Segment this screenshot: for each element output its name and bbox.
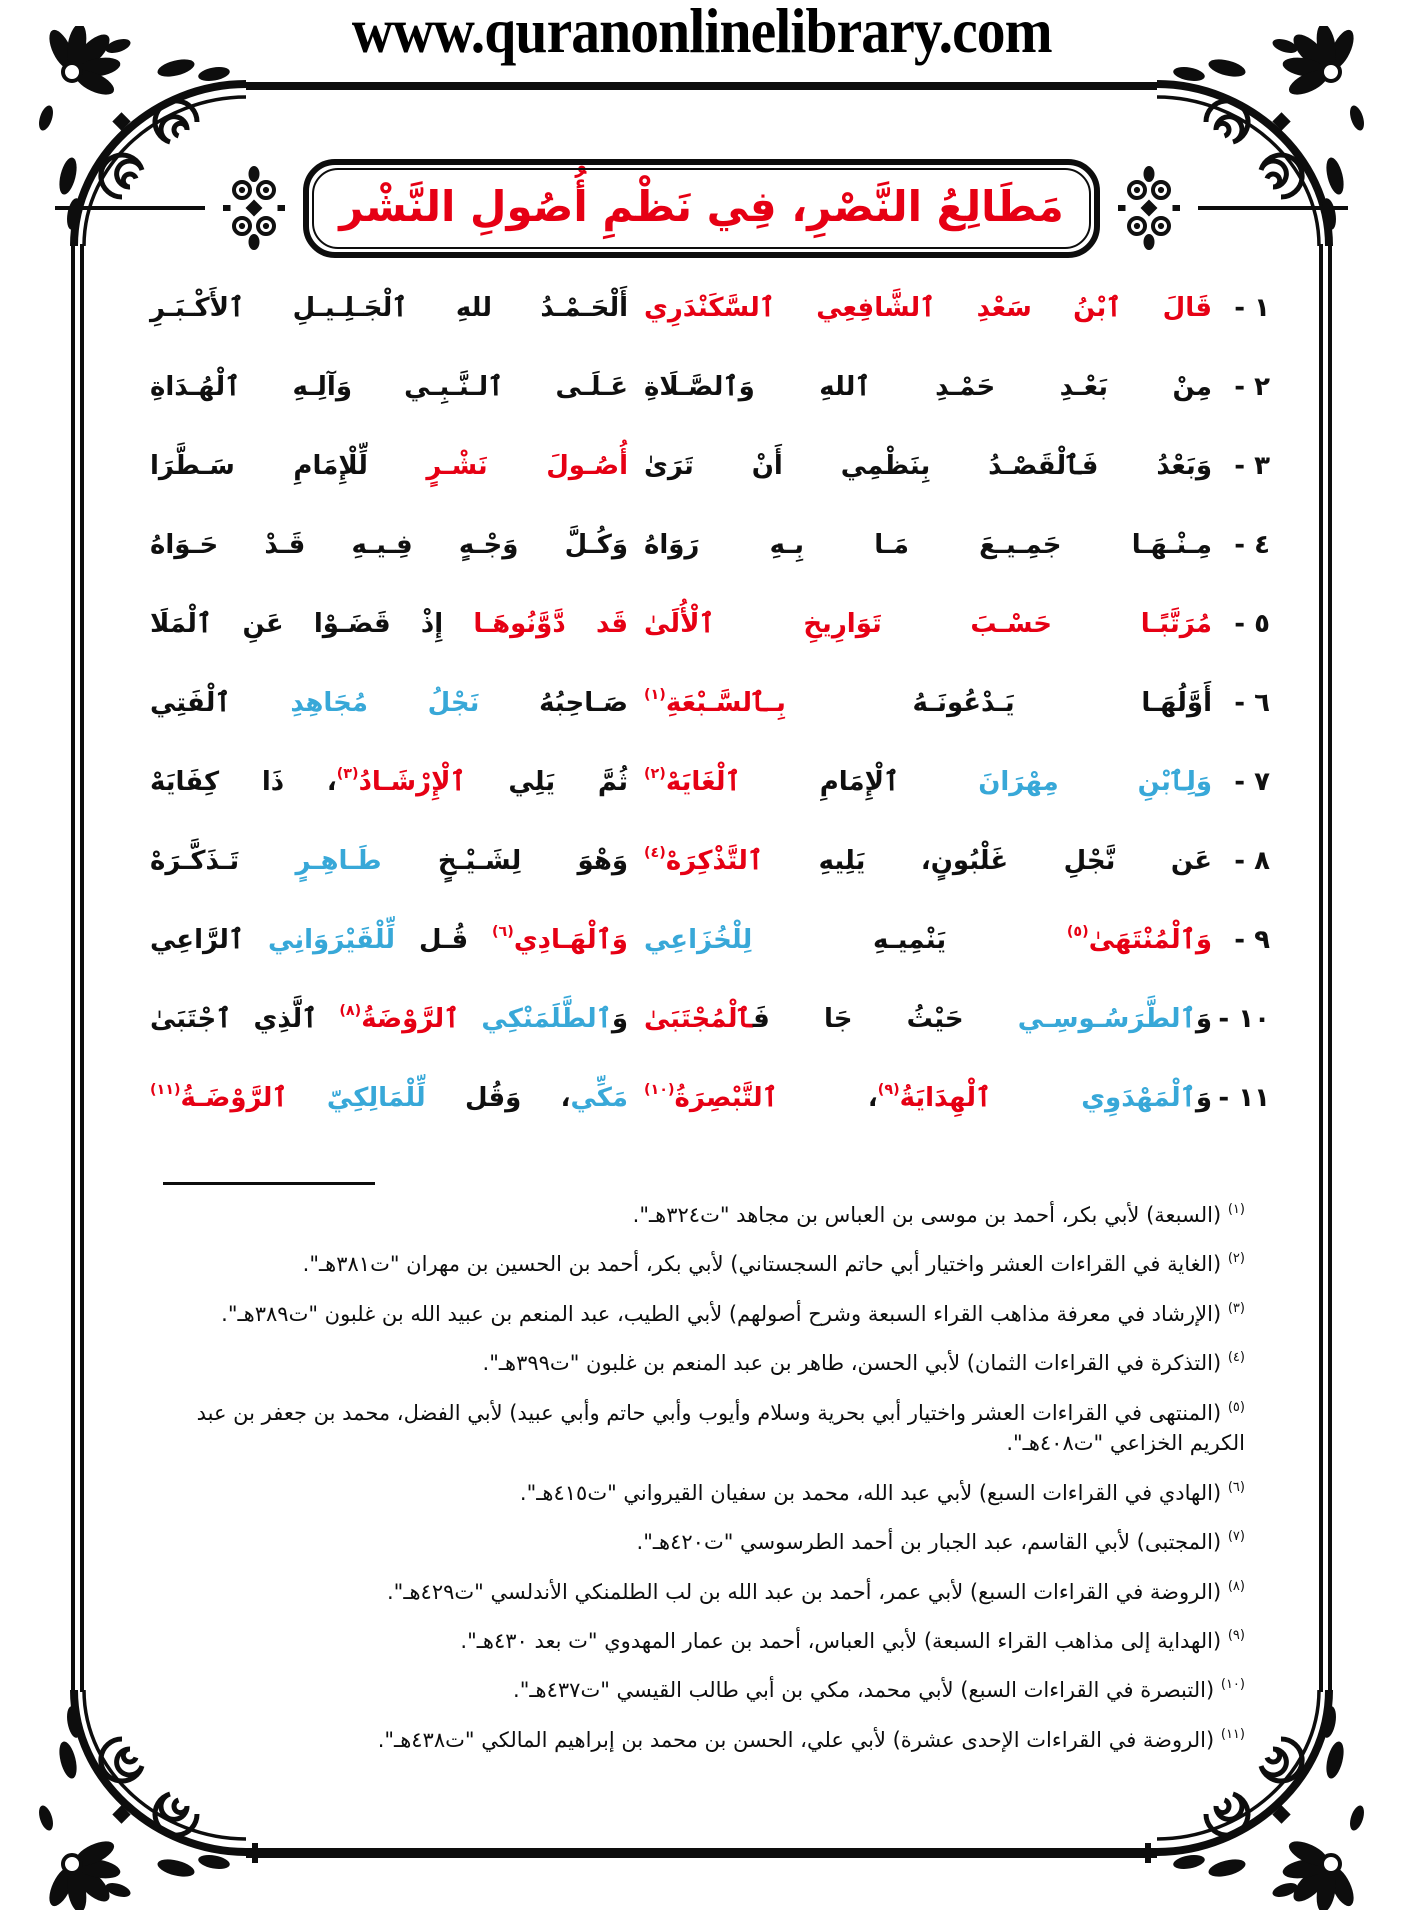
verse-segment: طَـاهِـرٍ	[239, 845, 382, 876]
verse-row	[150, 979, 1270, 1058]
title-rule-left	[55, 206, 205, 210]
footnote-item	[150, 1675, 1245, 1705]
footnote-reference: (٩)	[877, 1081, 900, 1098]
verse-row	[150, 584, 1270, 663]
footnote-reference: (٥)	[1066, 923, 1089, 940]
frame-border-top	[246, 82, 1157, 90]
footnote-marker: (٧)	[1227, 1529, 1245, 1545]
verse-hemistich-right	[644, 293, 1212, 323]
title-fleuron-left-icon	[223, 166, 285, 250]
verse-segment: ٱلرَّوْضَةُ$^{(٨)}$	[339, 1002, 460, 1034]
footnote-item	[150, 1478, 1245, 1508]
verse-segment: تَـذَكَّـرَهْ	[150, 845, 240, 876]
verse-segment: أَوَّلُهَـا يَـدْعُونَـهُ	[785, 687, 1212, 718]
verse-segment: أُصُـولَ نَشْـرٍ	[367, 450, 629, 481]
verse-segment: ٱلْمَهْدَوِي	[991, 1082, 1196, 1113]
verse-segment: لِّلْإِمَامِ سَـطَّرَا	[150, 450, 368, 481]
verse-segment: ٱلطَّرَسُـوسِـي	[963, 1003, 1196, 1034]
verse-segment: ٱلطَّلَمَنْكِي	[459, 1003, 612, 1034]
footnote-text: (الهادي في القراءات السبع) لأبي عبد الله، محمد بن سفيان القيرواني "ت٤١٥هـ".	[519, 1480, 1222, 1505]
footnote-item	[150, 1577, 1245, 1607]
verse-hemistich-left	[150, 293, 628, 323]
verse-segment: حَيْثُ جَا فَ	[752, 1003, 964, 1034]
verse-number: ٢ -	[1234, 371, 1270, 402]
verse-segment: ٱلتَّبْصِرَةُ$^{(١٠)}$	[644, 1081, 778, 1113]
verse-segment: وَ	[1195, 1003, 1212, 1034]
verse-hemistich-left	[150, 688, 628, 718]
verse-hemistich-right	[644, 1004, 1212, 1034]
footnote-marker: (٢)	[1227, 1251, 1245, 1267]
verse-segment: ٱلْمُجْتَبَىٰ	[644, 1003, 753, 1034]
frame-border-left-outer	[71, 244, 75, 1692]
footnote-text: (المجتبى) لأبي القاسم، عبد الجبار بن أحمد الطرسوسي "ت٤٢٠هـ".	[636, 1530, 1222, 1555]
footnote-marker: (٣)	[1227, 1300, 1245, 1316]
site-url-text: www.quranonlinelibrary.com	[351, 0, 1052, 66]
verse-segment: إِذْ قَضَـوْا عَنِ ٱلْمَلَا	[150, 608, 444, 639]
verse-hemistich-right	[644, 846, 1212, 876]
verse-number: ١٠ -	[1218, 1003, 1270, 1034]
verse-segment: لِّلْمَالِكِيّ	[287, 1082, 426, 1113]
footnote-item	[150, 1527, 1245, 1557]
verse-row	[150, 1058, 1270, 1137]
footnote-marker: (١)	[1227, 1202, 1245, 1217]
verse-segment: قُـل	[395, 924, 492, 955]
footnote-reference: (٦)	[492, 923, 514, 940]
footnote-marker: (٨)	[1227, 1578, 1245, 1594]
verse-row	[150, 900, 1270, 979]
verse-segment: وَ	[1195, 1082, 1212, 1113]
verse-hemistich-left	[150, 1083, 628, 1113]
footnote-marker: (٩)	[1227, 1627, 1245, 1643]
footnote-marker: (١١)	[1220, 1726, 1245, 1742]
footnote-item	[150, 1626, 1245, 1656]
footnote-reference: (٣)	[336, 765, 359, 782]
verse-segment: مَكِّي	[570, 1082, 628, 1113]
verse-segment: ، وَقُل	[425, 1082, 571, 1113]
title-fleuron-right-icon	[1118, 166, 1180, 250]
verse-segment: بِـٱلسَّـبْعَةِ$^{(١)}$	[644, 686, 786, 718]
verse-hemistich-right	[644, 451, 1212, 481]
verse-hemistich-left	[150, 846, 628, 876]
footnote-reference: (٢)	[644, 765, 666, 782]
verse-hemistich-left	[150, 767, 628, 797]
verse-number: ٥ -	[1234, 608, 1270, 639]
frame-border-left-inner	[80, 244, 84, 1692]
verse-segment: مُرَتَّبًـا حَسْـبَ تَوَارِيخِ ٱلْأُلَىٰ	[644, 608, 1212, 639]
footnote-reference: (٤)	[644, 844, 666, 861]
verse-segment: ٱلْفَتِي	[150, 687, 231, 718]
footnote-marker: (٦)	[1227, 1479, 1245, 1495]
footnote-item	[150, 1200, 1245, 1230]
verse-hemistich-left	[150, 372, 628, 402]
verse-hemistich-left	[150, 451, 628, 481]
verse-number: ٨ -	[1234, 845, 1270, 876]
verse-segment: صَـاحِبُهُ	[479, 687, 628, 718]
footnote-text: (التبصرة في القراءات السبع) لأبي محمد، مكي بن أبي طالب القيسي "ت٤٣٧هـ".	[513, 1678, 1215, 1703]
footnote-text: (التذكرة في القراءات الثمان) لأبي الحسن، طاهر بن عبد المنعم بن غلبون "ت٣٩٩هـ".	[482, 1351, 1222, 1376]
verse-row	[150, 426, 1270, 505]
verse-segment: وَبَعْدُ فَٱلْقَصْـدُ بِنَظْمِي أَنْ تَرَىٰ	[644, 450, 1212, 481]
verse-segment: وَٱلْهَـادِي$^{(٦)}$	[492, 923, 628, 955]
verse-hemistich-left	[150, 609, 628, 639]
frame-border-bottom-collar-right	[1145, 1843, 1151, 1863]
verse-segment: ٱلْغَايَهْ$^{(٢)}$	[644, 765, 741, 797]
footnote-reference: (٨)	[339, 1002, 362, 1019]
verse-segment: ٱلرَّوْضَـةُ$^{(١١)}$	[150, 1081, 288, 1113]
verse-segment: وَهْوَ لِشَـيْـخٍ	[381, 845, 629, 876]
title-rule-right	[1198, 206, 1348, 210]
page-title: مَطَالِعُ النَّصْرِ، فِي نَظْمِ أُصُولِ النَّشْر	[339, 181, 1064, 231]
verse-row	[150, 268, 1270, 347]
verse-row	[150, 742, 1270, 821]
verse-segment: وَ	[611, 1003, 628, 1034]
verse-hemistich-left	[150, 1004, 628, 1034]
footnote-item	[150, 1348, 1245, 1378]
title-box	[303, 159, 1100, 258]
footnote-reference: (١٠)	[644, 1081, 675, 1098]
footnote-text: (الهداية إلى مذاهب القراء السبعة) لأبي العباس، أحمد بن عمار المهدوي "ت بعد ٤٣٠هـ".	[460, 1628, 1222, 1653]
verse-segment: ٱلرَّاعِي	[150, 924, 245, 955]
verse-segment: ،	[777, 1082, 878, 1113]
verse-hemistich-right	[644, 1083, 1212, 1113]
verse-segment: مِـنْـهَـا جَمِـيـعَ مَـا بِـهِ رَوَاهُ	[644, 529, 1212, 560]
verse-number: ٣ -	[1234, 450, 1270, 481]
footnote-marker: (٥)	[1227, 1399, 1245, 1415]
footnote-item	[150, 1398, 1245, 1459]
footnote-text: (المنتهى في القراءات العشر واختيار أبي بحرية وسلام وأيوب وأبي حاتم وأبي عبيد) لأبي الفضل، محمد بن جعفر بن عبد الكريم الخزاعي "ت٤٠٨هـ".	[196, 1400, 1245, 1456]
verse-row	[150, 821, 1270, 900]
footnote-separator	[163, 1182, 375, 1185]
footnote-item	[150, 1299, 1245, 1329]
footnote-item	[150, 1725, 1245, 1755]
verse-number: ٩ -	[1234, 924, 1270, 955]
verse-segment: أَلْحَـمْـدُ للهِ ٱلْجَـلِـيـلِ ٱلأَكْـبَـرِ	[150, 292, 628, 323]
verse-hemistich-left	[150, 530, 628, 560]
verse-number: ٧ -	[1234, 766, 1270, 797]
verse-number: ٤ -	[1234, 529, 1270, 560]
verse-segment: لِلْخُزَاعِي	[644, 924, 753, 955]
verse-segment: وَٱلْمُنْتَهَىٰ$^{(٥)}$	[1066, 923, 1212, 955]
verse-segment: قَد دَّوَّنُوهَـا	[443, 608, 628, 639]
verse-segment: ٱلْإِمَامِ	[740, 766, 900, 797]
verse-number: ١ -	[1234, 292, 1270, 323]
verse-hemistich-right	[644, 767, 1212, 797]
footnote-text: (الغاية في القراءات العشر واختيار أبي حاتم السجستاني) لأبي بكر، أحمد بن الحسين بن مهران "ت٣٨١هـ".	[302, 1252, 1222, 1277]
verse-segment: مِنْ بَعْـدِ حَمْـدِ ٱللهِ وَٱلصَّـلَاةِ	[644, 371, 1212, 402]
verse-number: ١١ -	[1218, 1082, 1270, 1113]
verse-hemistich-right	[644, 609, 1212, 639]
title-row	[130, 142, 1273, 274]
footnote-marker: (١٠)	[1220, 1677, 1245, 1693]
footnote-text: (الروضة في القراءات السبع) لأبي عمر، أحمد بن عبد الله بن لب الطلمنكي الأندلسي "ت٤٢٩هـ".	[386, 1579, 1222, 1604]
footnote-text: (الإرشاد في معرفة مذاهب القراء السبعة وشرح أصولهم) لأبي الطيب، عبد المنعم بن عبيد الله بن غلبون "ت٣٨٩هـ".	[221, 1301, 1222, 1326]
verse-hemistich-right	[644, 372, 1212, 402]
frame-border-bottom	[246, 1848, 1157, 1858]
footnote-marker: (٤)	[1227, 1350, 1245, 1366]
verse-segment: ٱلتَّذْكِرَهْ$^{(٤)}$	[644, 844, 764, 876]
verse-hemistich-right	[644, 688, 1212, 718]
verse-segment: يَنْمِيـهِ	[752, 924, 1067, 955]
verse-segment: عَن نَّجْلِ غَلْبُونٍ، يَلِيهِ	[763, 845, 1212, 876]
verse-segment: ٱلَّذِي ٱجْتَبَىٰ	[150, 1003, 340, 1034]
footnote-text: (الروضة في القراءات الإحدى عشرة) لأبي علي، الحسن بن محمد بن إبراهيم المالكي "ت٤٣٨هـ".	[377, 1727, 1215, 1752]
verse-segment: ثُمَّ يَلِي	[465, 766, 628, 797]
verse-segment: قَالَ ٱبْنُ سَعْدِ ٱلشَّافِعِي ٱلسَّكَنْدَرِي	[644, 292, 1212, 323]
verse-segment: ٱلْهِدَايَةُ$^{(٩)}$	[877, 1081, 992, 1113]
verse-segment: ، ذَا كِفَايَهْ	[150, 766, 337, 797]
frame-border-bottom-collar-left	[252, 1843, 258, 1863]
footnote-item	[150, 1249, 1245, 1279]
frame-border-right-inner	[1319, 244, 1323, 1692]
verse-hemistich-right	[644, 530, 1212, 560]
verse-hemistich-left	[150, 925, 628, 955]
footnotes-section	[150, 1200, 1245, 1774]
verse-segment: وَلِٱبْنِ مِهْرَانَ	[899, 766, 1212, 797]
footnote-text: (السبعة) لأبي بكر، أحمد بن موسى بن العباس بن مجاهد "ت٣٢٤هـ".	[632, 1203, 1222, 1227]
verse-segment: نَجْلُ مُجَاهِدِ	[230, 687, 480, 718]
footnote-reference: (١)	[644, 686, 666, 703]
verse-row	[150, 347, 1270, 426]
verse-hemistich-right	[644, 925, 1212, 955]
footnote-reference: (١١)	[150, 1081, 181, 1098]
verse-number: ٦ -	[1234, 687, 1270, 718]
verse-row	[150, 663, 1270, 742]
poem-verses	[150, 268, 1270, 1137]
verse-segment: عَـلَـى ٱلـنَّـبِـي وَآلِـهِ ٱلْهُـدَاةِ	[150, 371, 628, 402]
verse-row	[150, 505, 1270, 584]
verse-segment: لِّلْقَيْرَوَانِي	[244, 924, 396, 955]
frame-border-right-outer	[1328, 244, 1332, 1692]
verse-segment: ٱلْإِرْشَـادُ$^{(٣)}$	[336, 765, 466, 797]
verse-segment: وَكُـلَّ وَجْـهٍ فِـيـهِ قَـدْ حَـوَاهُ	[150, 529, 628, 560]
